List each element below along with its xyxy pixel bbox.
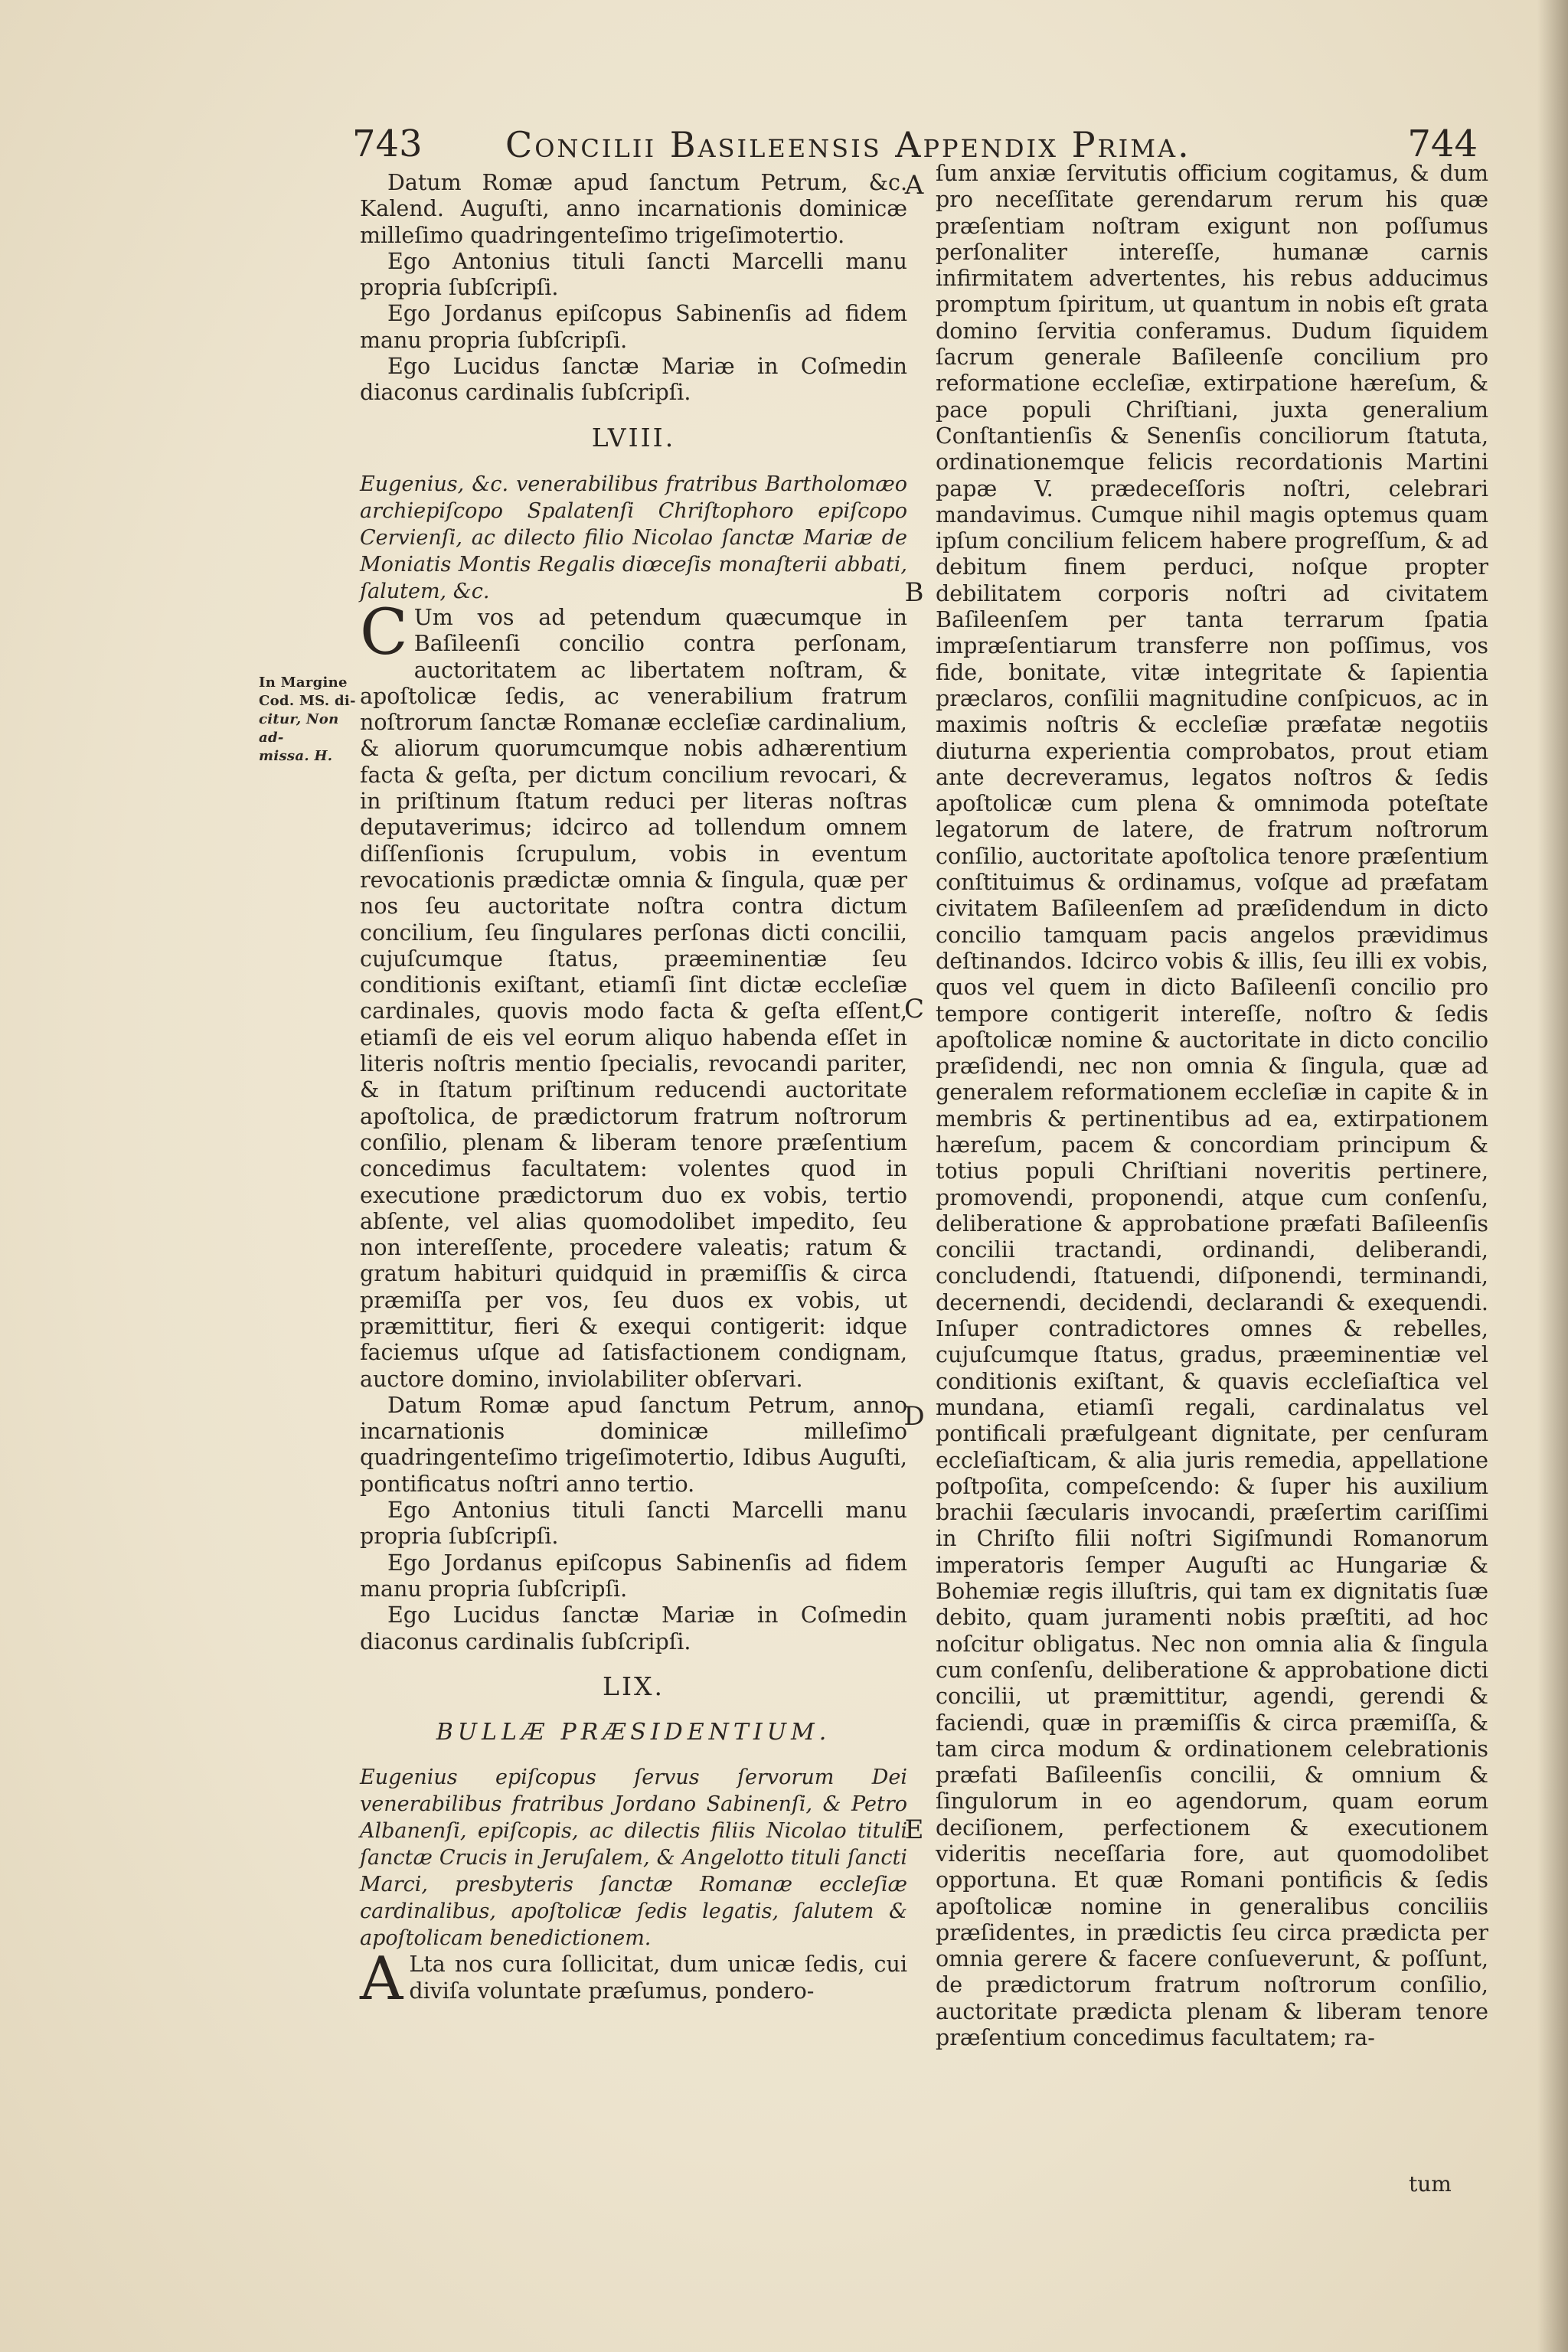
margin-letter-a: A	[904, 170, 924, 201]
section-subtitle: BULLÆ PRÆSIDENTIUM.	[436, 1719, 831, 1746]
section-title-lviii: LVIII.	[591, 422, 676, 452]
margin-note-line: Cod. MS. di-	[259, 693, 356, 709]
signature-line: Ego Jordanus epiſcopus Sabinenſis ad fidem manu propria ſubſcripſi.	[360, 1550, 907, 1602]
catchword: tum	[1409, 2171, 1452, 2197]
section-body-text: Um vos ad petendum quæcumque in Baſileenſi concilio contra perſonam, auctoritatem ac libertatem noſtram, & apoſtolicæ ſedis, ac venerabilium fratrum noſtrorum ſanctæ Romanæ eccleſiæ cardinalium, & aliorum quorumcumque nobis adhærentium facta & geſta, per dictum concilium revocari, & in priſtinum ſtatum reduci per literas noſtras deputaverimus; idcirco ad tollendum omnem diſſenſionis ſcrupulum, vobis in eventum revocationis prædictæ omnia & ſingula, quæ per nos ſeu auctoritate noſtra contra dictum concilium, ſeu ſingulares perſonas dicti concilii, cujuſcumque ſtatus, præeminentiæ ſeu conditionis exiſtant, etiamſi ſint dictæ eccleſiæ cardinales, quovis modo facta & geſta eſſent, etiamſi de eis vel eorum aliquo habenda eſſet in literis noſtris mentio ſpecialis, revocandi pariter, & in ſtatum priſtinum reducendi auctoritate apoſtolica, de prædictorum fratrum noſtrorum conſilio, plenam & liberam tenore præſentium concedimus facultatem: volentes quod in executione prædictorum duo ex vobis, tertio abſente, vel alias quomodolibet impedito, ſeu non intereſſente, procedere valeatis; ratum & gratum habituri quidquid in præmiſſis & circa præmiſſa per vos, ſeu duos ex vobis, ut præmittitur, fieri & exequi contigerit: idque faciemus uſque ad ſatisfactionem condignam, auctore domino, inviolabiliter obſervari.	[360, 604, 907, 1392]
left-column	[360, 170, 907, 2014]
dating-paragraph: Datum Romæ apud ſanctum Petrum, anno incarnationis dominicæ milleſimo quadringenteſimo trigeſimotertio, Idibus Auguſti, pontificatus noſtri anno tertio.	[360, 1392, 907, 1497]
signature-line: Ego Jordanus epiſcopus Sabinenſis ad fidem manu propria ſubſcripſi.	[360, 301, 907, 353]
signature-line: Ego Lucidus ſanctæ Mariæ in Coſmedin diaconus cardinalis ſubſcripſi.	[360, 354, 907, 406]
drop-cap: A	[360, 1945, 403, 2014]
margin-letter-b: B	[904, 577, 924, 608]
section-address: Eugenius, &c. venerabilibus fratribus Bartholomæo archiepiſcopo Spalatenſi Chriſtophoro epiſcopo Cervienſi, ac dilecto filio Nicolao ſanctæ Mariæ de Moniatis Montis Regalis diœceſis monaſterii abbati, ſalutem, &c.	[360, 472, 907, 603]
page-number-right: 744	[1407, 122, 1478, 165]
page-number-left: 743	[352, 122, 423, 165]
margin-note-line: missa. H.	[259, 748, 333, 764]
section-body	[360, 596, 907, 1393]
section-address: Eugenius epiſcopus ſervus ſervorum Dei venerabilibus fratribus Jordano Sabinenſi, & Petro Albanenſi, epiſcopis, ac dilectis filiis Nicolao tituli ſanctæ Crucis in Jeruſalem, & Angelotto tituli ſancti Marci, presbyteris ſanctæ Romanæ eccleſiæ cardinalibus, apoſtolicæ ſedis legatis, ſalutem & apoſtolicam benedictionem.	[360, 1766, 907, 1951]
drop-cap: C	[360, 596, 408, 669]
right-body-text: ſum anxiæ ſervitutis officium cogitamus, & dum pro neceſſitate gerendarum rerum his quæ præſentiam noſtram exigunt non poſſumus perſonaliter intereſſe, humanæ carnis infirmitatem advertentes, his rebus adducimus promptum ſpiritum, ut quantum in nobis eſt grata domino ſervitia conferamus. Dudum ſiquidem ſacrum generale Baſileenſe concilium pro reformatione eccleſiæ, extirpatione hæreſum, & pace populi Chriſtiani, juxta generalium Conſtantienſis & Senenſis conciliorum ſtatuta, ordinationemque felicis recordationis Martini papæ V. prædeceſſoris noſtri, celebrari mandavimus. Cumque nihil magis optemus quam ipſum concilium felicem habere progreſſum, & ad debitum finem perduci, noſque propter debilitatem corporis noſtri ad civitatem Baſileenſem per tanta terrarum ſpatia impræſentiarum transferre non poſſimus, vos fide, bonitate, vitæ integritate & ſapientia præclaros, conſilii magnitudine conſpicuos, ac in maximis noſtris & eccleſiæ præfatæ negotiis diuturna experientia comprobatos, prout etiam ante decreveramus, legatos noſtros & ſedis apoſtolicæ cum plena & omnimoda poteſtate legatorum de latere, de fratrum noſtrorum conſilio, auctoritate apoſtolica tenore præſentium conſtituimus & ordinamus, voſque ad præfatam civitatem Baſileenſem ad præſidendum in dicto concilio tamquam pacis angelos prævidimus deſtinandos. Idcirco vobis & illis, ſeu illi ex vobis, quos vel quem in dicto Baſileenſi concilio pro tempore contigerit intereſſe, noſtro & ſedis apoſtolicæ nomine & auctoritate in dicto concilio præſidendi, nec non omnia & ſingula, quæ ad generalem reformationem eccleſiæ in capite & in membris & pertinentibus ad ea, extirpationem hæreſum, pacem & concordiam principum & totius populi Chriſtiani noveritis pertinere, promovendi, proponendi, atque cum conſenſu, deliberatione & approbatione præfati Baſileenſis concilii tractandi, ordinandi, deliberandi, concludendi, ſtatuendi, diſponendi, terminandi, decernendi, decidendi, declarandi & exequendi. Inſuper contradictores omnes & rebelles, cujuſcumque ſtatus, gradus, præeminentiæ vel conditionis exiſtant, & quavis eccleſiaſtica vel mundana, etiamſi regali, cardinalatus vel pontificali præfulgeant dignitate, per cenſuram eccleſiaſticam, & alia juris remedia, appellatione poſtpoſita, compeſcendo: & ſuper his auxilium brachii ſæcularis invocandi, præſertim cariſſimi in Chriſto filii noſtri Sigiſmundi Romanorum imperatoris ſemper Auguſti ac Hungariæ & Bohemiæ regis illuſtris, qui tam ex dignitatis ſuæ debito, quam juramenti nobis præſtiti, ad hoc noſcitur obligatus. Nec non omnia alia & ſingula cum conſenſu, deliberatione & approbatione dicti concilii, ut præmittitur, agendi, gerendi & faciendi, quæ in præmiſſis & circa præmiſſa, & tam circa modum & ordinationem celebrationis præfati Baſileenſis concilii, & omnium & ſingulorum in eo agendorum, quam eorum deciſionem, perfectionem & executionem videritis neceſſaria fore, aut quomodolibet opportuna. Et quæ Romani pontificis & ſedis apoſtolicæ nomine in generalibus conciliis præſidentes, in prædictis ſeu circa prædicta per omnia gerere & facere conſueverunt, & poſſunt, de prædictorum fratrum noſtrorum conſilio, auctoritate prædicta plenam & liberam tenore præſentium concedimus facultatem; ra-	[936, 161, 1488, 2051]
section-title-lix: LIX.	[603, 1671, 665, 1701]
right-column	[936, 161, 1488, 2051]
margin-letter-d: D	[903, 1401, 925, 1432]
signature-line: Ego Antonius tituli ſancti Marcelli manu propria ſubſcripſi.	[360, 248, 907, 301]
margin-note-line: citur, Non ad-	[259, 711, 339, 746]
margin-letter-e: E	[904, 1815, 924, 1845]
dating-paragraph: Datum Romæ apud ſanctum Petrum, &c. Kalend. Auguſti, anno incarnationis dominicæ milleſimo quadringenteſimo trigeſimotertio.	[360, 170, 907, 248]
signature-line: Ego Antonius tituli ſancti Marcelli manu propria ſubſcripſi.	[360, 1498, 907, 1550]
signature-line: Ego Lucidus ſanctæ Mariæ in Coſmedin diaconus cardinalis ſubſcripſi.	[360, 1602, 907, 1655]
margin-note	[259, 674, 358, 766]
margin-note-line: In Margine	[259, 675, 348, 691]
running-title: Concilii Basileensis Appendix Prima.	[505, 124, 1191, 165]
margin-letter-c: C	[903, 994, 924, 1024]
page-edge-shadow	[1537, 0, 1568, 2352]
section-body	[360, 1945, 907, 2014]
section-body-text: Lta nos cura ſollicitat, dum unicæ ſedis, cui diviſa voluntate præſumus, pondero-	[409, 1952, 907, 2004]
